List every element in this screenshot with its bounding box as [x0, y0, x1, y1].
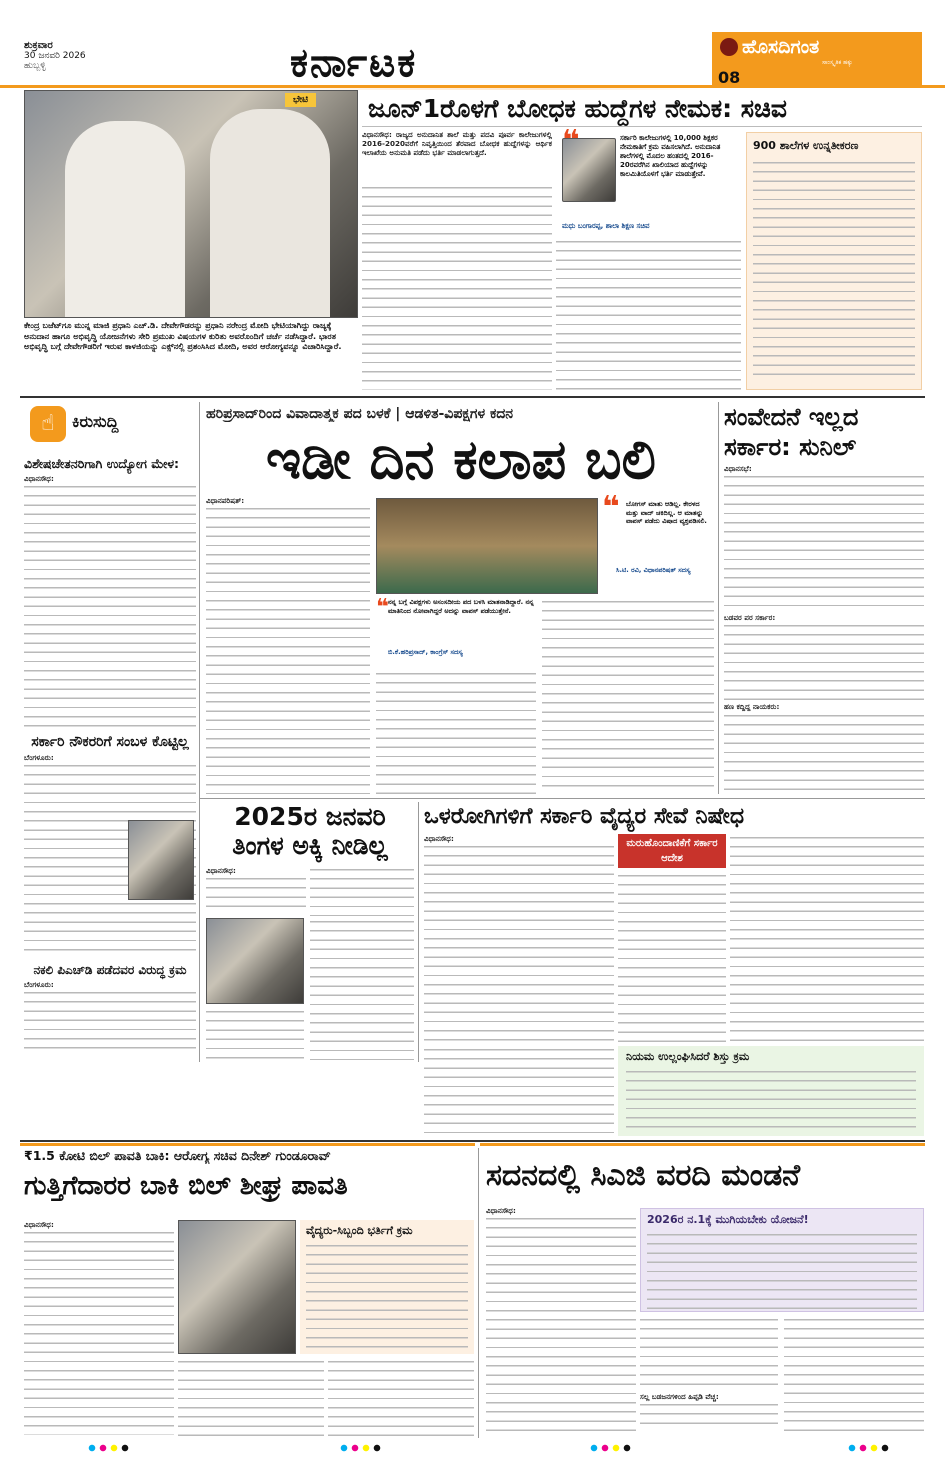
- cag-col1: [486, 1206, 636, 1436]
- center-col3: [542, 598, 714, 794]
- teachers-col1: [362, 184, 552, 390]
- color-marks-1: [88, 1444, 132, 1452]
- rice-divider: [418, 802, 419, 1062]
- quote-mark-icon-3: ❝: [376, 595, 389, 620]
- teachers-headline: ಜೂನ್1ರೊಳಗೆ ಬೋಧಕ ಹುದ್ದೆಗಳ ನೇಮಕ: ಸಚಿವ: [368, 94, 787, 123]
- rice-photo: [206, 918, 304, 1004]
- cag-box-title: 2026ರ ನ.1ಕ್ಕೆ ಮುಗಿಯಬೇಕು ಯೋಜನೆ!: [647, 1213, 809, 1226]
- doctors-dateline: ವಿಧಾನಸೌಧ:: [424, 834, 454, 843]
- ravi-quote-by: ಸಿ.ಟಿ. ರವಿ, ವಿಧಾನಪರಿಷತ್ ಸದಸ್ಯ: [616, 566, 691, 574]
- brief-1-title: ವಿಶೇಷಚೇತನರಿಗಾಗಿ ಉದ್ಯೋಗ ಮೇಳ:: [24, 456, 180, 471]
- brief-3-text: [24, 980, 196, 1056]
- brief-1-text: [24, 474, 196, 728]
- bills-dateline: ವಿಧಾನಸೌಧ:: [24, 1220, 54, 1229]
- center-col2: [376, 670, 536, 794]
- bills-box: [300, 1220, 474, 1354]
- bills-divider: [478, 1148, 479, 1438]
- divider-3: [20, 1140, 925, 1142]
- doctors-sub-text: [626, 1068, 916, 1132]
- ravi-quote: ಬೋಗಸ್ ಮಾತು ಆಡಿಲ್ಲ. ಕೇರಳದ ಮತ್ತು ವಾದ್ ಚಕಿದಿಲ್ಲ. ಆ ಮಾತನ್ನು ವಾಪಸ್ ಪಡೆದು ವಿಷಾದ ವ್ಯಕ್ತಪಡಿಸಲಿ.: [626, 500, 707, 525]
- cag-col3: [784, 1316, 924, 1436]
- logo-tagline: ಸಾಂಸ್ಕೃತಿಕ ಹಕ್ಕು: [822, 59, 853, 66]
- sunil-headline: ಸಂವೇದನೆ ಇಲ್ಲದ ಸರ್ಕಾರ: ಸುನಿಲ್: [724, 403, 859, 461]
- teachers-dateline: ವಿಧಾನಸೌಧ: ರಾಜ್ಯದ ಅನುದಾನಿತ ಶಾಲೆ ಮತ್ತು ಪದವಿ ಪೂರ್ವ ಕಾಲೇಜುಗಳಲ್ಲಿ 2016-2020ವರೆಗೆ ನಿವೃತ್ತಿಯಿಂದ ತೆರವಾದ ಬೋಧಕ ಹುದ್ದೆಗಳನ್ನು ಆರ್ಥಿಕ ಇಲಾಖೆಯ ಅನುಮತಿ ಪಡೆದು ಭರ್ತಿ ಮಾಡಲಾಗುತ್ತದೆ.: [362, 130, 552, 158]
- cag-sub: ಸಲ್ಲ ಬಡಜನಗಳಿಂದ ಹಿಪ್ಪಡಿ ವೆಚ್ಚ:: [640, 1392, 719, 1401]
- center-kicker: ಹರಿಪ್ರಸಾದ್‌ರಿಂದ ವಿವಾದಾತ್ಮಕ ಪದ ಬಳಕೆ | ಆಡಳಿತ-ವಿಪಕ್ಷಗಳ ಕದನ: [206, 406, 514, 422]
- person-right: [210, 109, 330, 317]
- cag-headline: ಸದನದಲ್ಲಿ ಸಿಎಜಿ ವರದಿ ಮಂಡನೆ: [486, 1158, 801, 1193]
- bills-col2: [178, 1358, 324, 1436]
- day-label: ಶುಕ್ರವಾರ: [24, 40, 53, 51]
- ravi-quote-box: [602, 490, 714, 594]
- lamp-icon: [720, 38, 738, 56]
- assembly-photo: [376, 498, 598, 594]
- doctors-order-text: ಮರುಹೊಂದಾಣಿಕೆಗೆ ಸರ್ಕಾರ ಆದೇಶ: [626, 838, 718, 864]
- divider-3-orange: [20, 1143, 475, 1146]
- rice-dateline: ವಿಧಾನಸೌಧ:: [206, 866, 236, 875]
- bills-headline: ಗುತ್ತಿಗೆದಾರರ ಬಾಕಿ ಬಿಲ್ ಶೀಘ್ರ ಪಾವತಿ: [24, 1171, 348, 1201]
- hariprasad-quote-text: ನನ್ನ ಬಗ್ಗೆ ವಿಪಕ್ಷಗಳು ಅಸಂಸದೀಯ ಪದ ಬಳಸಿ ಮಾತನಾಡಿದ್ದಾರೆ. ನನ್ನ ಮಾತಿನಿಂದ ನೋವಾಗಿದ್ದರೆ ಅದನ್ನು ವಾಪಸ್ ಪಡೆಯುತ್ತೇನೆ.: [388, 598, 534, 615]
- cag-col2: [640, 1316, 778, 1436]
- bills-col1: [24, 1220, 174, 1436]
- brief-2-title: ಸರ್ಕಾರಿ ನೌಕರರಿಗೆ ಸಂಬಳ ಕೊಟ್ಟಿಲ್ಲ: [31, 734, 189, 750]
- bills-col3: [328, 1358, 474, 1436]
- briefs-logo: [24, 402, 196, 450]
- teachers-quote: ಸರ್ಕಾರಿ ಕಾಲೇಜುಗಳಲ್ಲಿ 10,000 ಶಿಕ್ಷಕರ ನೇಮಕಾತಿಗೆ ಕ್ರಮ ವಹಿಸಲಾಗಿದೆ. ಅನುದಾನಿತ ಶಾಲೆಗಳಲ್ಲಿ ಮೊದಲ ಹಂತದಲ್ಲಿ 2016-20ರವರೆಗಿನ ಖಾಲಿಯಾದ ಹುದ್ದೆಗಳನ್ನು ಕಾಲಮಿತಿಯೊಳಗೆ ಭರ್ತಿ ಮಾಡುತ್ತೇವೆ.: [620, 134, 721, 178]
- quote-mark-icon-2: ❝: [602, 490, 620, 525]
- doctors-col1: [424, 834, 614, 1044]
- minister-portrait: [562, 138, 616, 202]
- rice-col3: [310, 918, 414, 1060]
- doctors-sub-box: [618, 1046, 924, 1136]
- doctors-col3: [730, 834, 924, 1044]
- photo-caption: ಕೇಂದ್ರ ಬಜೆಟ್‌ಗೂ ಮುನ್ನ ಮಾಜಿ ಪ್ರಧಾನಿ ಎಚ್.ಡಿ. ದೇವೇಗೌಡರನ್ನು ಪ್ರಧಾನಿ ನರೇಂದ್ರ ಮೋದಿ ಭೇಟಿಯಾಗಿದ್ದು ರಾಜ್ಯಕ್ಕೆ ಅನುದಾನ ಹಾಗೂ ಅಭಿವೃದ್ಧಿ ಯೋಜನೆಗಳು ಸೇರಿ ಪ್ರಮುಖ ವಿಷಯಗಳ ಕುರಿತು ಅವರೊಂದಿಗೆ ಚರ್ಚೆ ನಡೆಸಿದ್ದಾರೆ. ಭಾರತ ಅಭಿವೃದ್ಧಿ ಬಗ್ಗೆ ದೇವೇಗೌಡರಿಗೆ ಇರುವ ಕಾಳಜಿಯನ್ನು ಎಕ್ಸ್‌ನಲ್ಲಿ ಪ್ರಶಂಸಿಸಿದ ಮೋದಿ, ಅವರ ಆರೋಗ್ಯವನ್ನೂ ವಿಚಾರಿಸಿದ್ದಾರೆ.: [24, 320, 342, 352]
- briefs-divider: [199, 402, 200, 1062]
- doctors-order-box: [618, 834, 726, 868]
- modi-gowda-photo: [24, 90, 358, 318]
- gundurao-photo: [178, 1220, 296, 1354]
- cag-dateline: ವಿಧಾನಸೌಧ:: [486, 1206, 516, 1215]
- brief-2-city: ಬೆಂಗಳೂರು:: [24, 753, 54, 762]
- sunil-dateline: ವಿಧಾನಸಭೆ:: [724, 464, 752, 473]
- doctors-col2: [618, 872, 726, 1044]
- cag-box: [640, 1208, 924, 1312]
- hariprasad-quote: [376, 595, 536, 668]
- rice-col2: [310, 866, 414, 916]
- teachers-lead: [362, 130, 552, 182]
- header-band: [180, 40, 700, 90]
- doctors-headline: ಒಳರೋಗಿಗಳಿಗೆ ಸರ್ಕಾರಿ ವೈದ್ಯರ ಸೇವೆ ನಿಷೇಧ: [424, 804, 745, 829]
- briefs-title: ಕಿರುಸುದ್ದಿ: [72, 412, 119, 431]
- upgrade-box: [746, 132, 922, 390]
- color-marks-4: [848, 1444, 892, 1452]
- hand-icon: ☝: [30, 406, 66, 442]
- date-block: [24, 40, 124, 71]
- upgrade-title: 900 ಶಾಲೆಗಳ ಉನ್ನತೀಕರಣ: [753, 139, 859, 152]
- bills-box-text: [306, 1242, 468, 1350]
- bills-box-title: ವೈದ್ಯರು-ಸಿಬ್ಬಂದಿ ಭರ್ತಿಗೆ ಕ್ರಮ: [306, 1224, 413, 1237]
- doctors-col4: [424, 1046, 614, 1136]
- brief-3-title: ನಕಲಿ ಪಿಎಚ್‌ಡಿ ಪಡೆದವರ ವಿರುದ್ಧ ಕ್ರಮ: [33, 963, 187, 977]
- center-col1: [206, 496, 370, 794]
- city-label: ಹುಬ್ಬಳ್ಳಿ: [24, 61, 46, 71]
- minister-photo-2: [128, 820, 194, 900]
- sunil-sub2: ಹಣ ಕದ್ದಿದ್ದ ನಾಯಕರು:: [724, 702, 780, 712]
- rice-col4: [206, 1008, 304, 1060]
- logo-text: ಹೊಸದಿಗಂತ: [742, 36, 820, 58]
- masthead: [0, 0, 945, 88]
- sunil-sub1: ಬಡವರ ಪರ ಸರ್ಕಾರ:: [724, 613, 776, 623]
- divider-3-orange-r: [480, 1143, 925, 1146]
- upgrade-text: [753, 159, 915, 381]
- divider-1: [20, 396, 925, 398]
- center-divider: [718, 402, 719, 794]
- divider-2: [200, 798, 925, 799]
- headline-rule: [362, 126, 922, 127]
- logo-box: [712, 32, 922, 88]
- teachers-quote-box: [556, 130, 741, 234]
- center-headline: ಇಡೀ ದಿನ ಕಲಾಪ ಬಲಿ: [266, 428, 656, 491]
- person-left: [65, 121, 185, 317]
- doctors-sub-title: ನಿಯಮ ಉಲ್ಲಂಘಿಸಿದರೆ ಶಿಸ್ತು ಕ್ರಮ: [626, 1050, 750, 1063]
- rice-headline: 2025ರ ಜನವರಿ ತಿಂಗಳ ಅಕ್ಕಿ ನೀಡಿಲ್ಲ: [232, 802, 388, 860]
- color-marks-3: [590, 1444, 634, 1452]
- section-title: ಕರ್ನಾಟಕ: [290, 40, 418, 86]
- brief-1-city: ವಿಧಾನಸೌಧ:: [24, 474, 54, 483]
- teachers-quote-by: ಮಧು ಬಂಗಾರಪ್ಪ, ಶಾಲಾ ಶಿಕ್ಷಣ ಸಚಿವ: [562, 222, 650, 230]
- bills-kicker: ₹1.5 ಕೋಟಿ ಬಿಲ್ ಪಾವತಿ ಬಾಕಿ: ಆರೋಗ್ಯ ಸಚಿವ ದಿನೇಶ್ ಗುಂಡೂರಾವ್: [24, 1148, 331, 1163]
- cag-box-text: [647, 1231, 917, 1309]
- brief-3-city: ಬೆಂಗಳೂರು:: [24, 980, 54, 989]
- hariprasad-quote-by: ಬಿ.ಕೆ.ಹರಿಪ್ರಸಾದ್, ಕಾಂಗ್ರೆಸ್ ಸದಸ್ಯ: [388, 648, 463, 656]
- date-label: 30 ಜನವರಿ 2026: [24, 51, 86, 61]
- teachers-col2: [556, 238, 741, 390]
- page-number: 08: [718, 68, 741, 87]
- color-marks-2: [340, 1444, 384, 1452]
- photo-tag: ಭೇಟಿ: [285, 93, 316, 107]
- rice-col1: [206, 866, 306, 916]
- briefs-column: [24, 402, 196, 1062]
- center-dateline: ವಿಧಾನಪರಿಷತ್:: [206, 496, 245, 505]
- sunil-text: [724, 464, 924, 794]
